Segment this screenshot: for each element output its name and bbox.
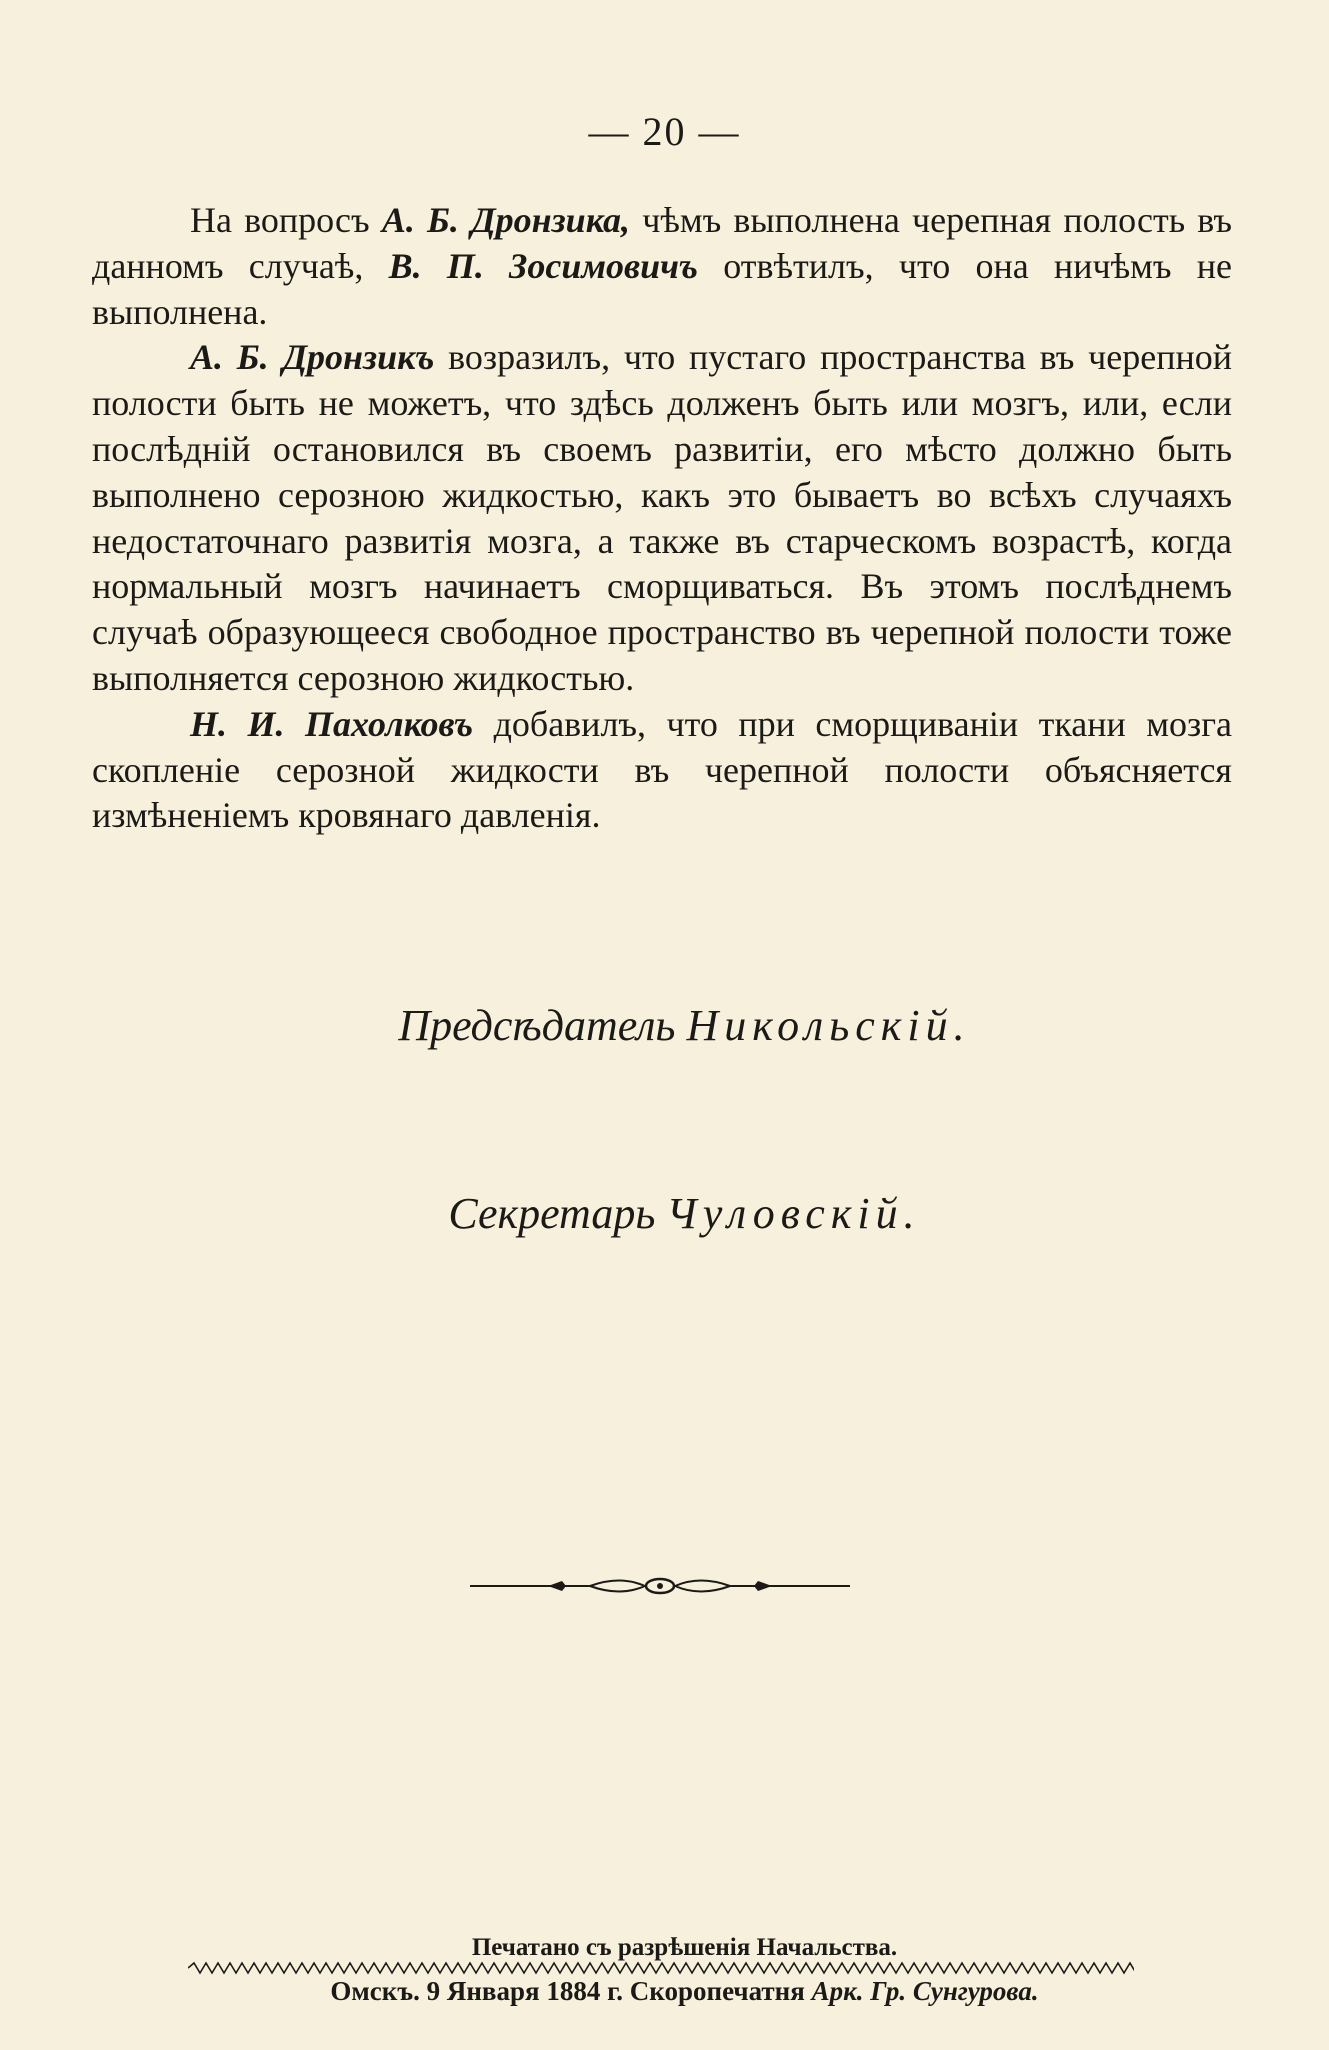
printer-imprint <box>20 1976 1329 2007</box>
ornament-divider <box>470 1573 850 1599</box>
speaker-name: В. П. Зосимовичъ <box>388 245 699 286</box>
paragraph <box>92 198 1232 335</box>
speaker-name: А. Б. Дронзика, <box>381 200 631 240</box>
speaker-name: Н. И. Пахолковъ <box>190 703 474 744</box>
printing-permission: Печатано съ разрѣшенiя Начальства. <box>471 1934 898 1961</box>
chairman-name: Никольскiй. <box>686 1001 971 1050</box>
chairman-title: Предсѣдатель <box>398 1001 676 1050</box>
place-date: Омскъ. 9 Января 1884 г. Скоропечатня <box>330 1976 812 2006</box>
text-run: возразилъ, что пустаго пространства въ черепной полости быть не можетъ, что здѣсь долженъ быть или мозгъ, или, если послѣднiй остановился въ своемъ развитiи, его мѣсто должно быть выполнено серозною жидкостью, какъ это бываетъ во всѣхъ случаяхъ недостаточнаго развитiя мозга, а также въ старческомъ возрастѣ, когда нормальный мозгъ начинаетъ сморщиваться. Въ этомъ послѣднемъ случаѣ образующееся свободное пространство въ черепной полости тоже выполняется серозною жидкостью. <box>92 337 1232 698</box>
secretary-name: Чуловскiй. <box>666 1189 921 1238</box>
secretary-signature <box>20 1188 1329 1239</box>
text-run: чѣмъ выполнена черепная полость въ данномъ случаѣ, <box>92 200 1233 286</box>
text-run: На вопросъ <box>190 200 382 240</box>
paragraph <box>92 335 1232 701</box>
wavy-rule <box>188 1961 1134 1975</box>
text-run: отвѣтилъ, что она ничѣмъ не выполнена. <box>92 245 1232 332</box>
printer-name: Арк. Гр. Сунгурова. <box>811 1976 1039 2006</box>
speaker-name: А. Б. Дронзикъ <box>190 337 435 378</box>
chairman-signature <box>20 1000 1329 1051</box>
paragraph <box>92 702 1232 839</box>
minutes-body <box>92 198 1232 839</box>
text-run: добавилъ, что при сморщиванiи ткани мозга скопленiе серозной жидкости въ черепной полости объясняется измѣненiемъ кровянаго давленiя. <box>92 703 1232 836</box>
page-number: — 20 — <box>588 109 741 154</box>
secretary-title: Секретарь <box>448 1189 656 1238</box>
